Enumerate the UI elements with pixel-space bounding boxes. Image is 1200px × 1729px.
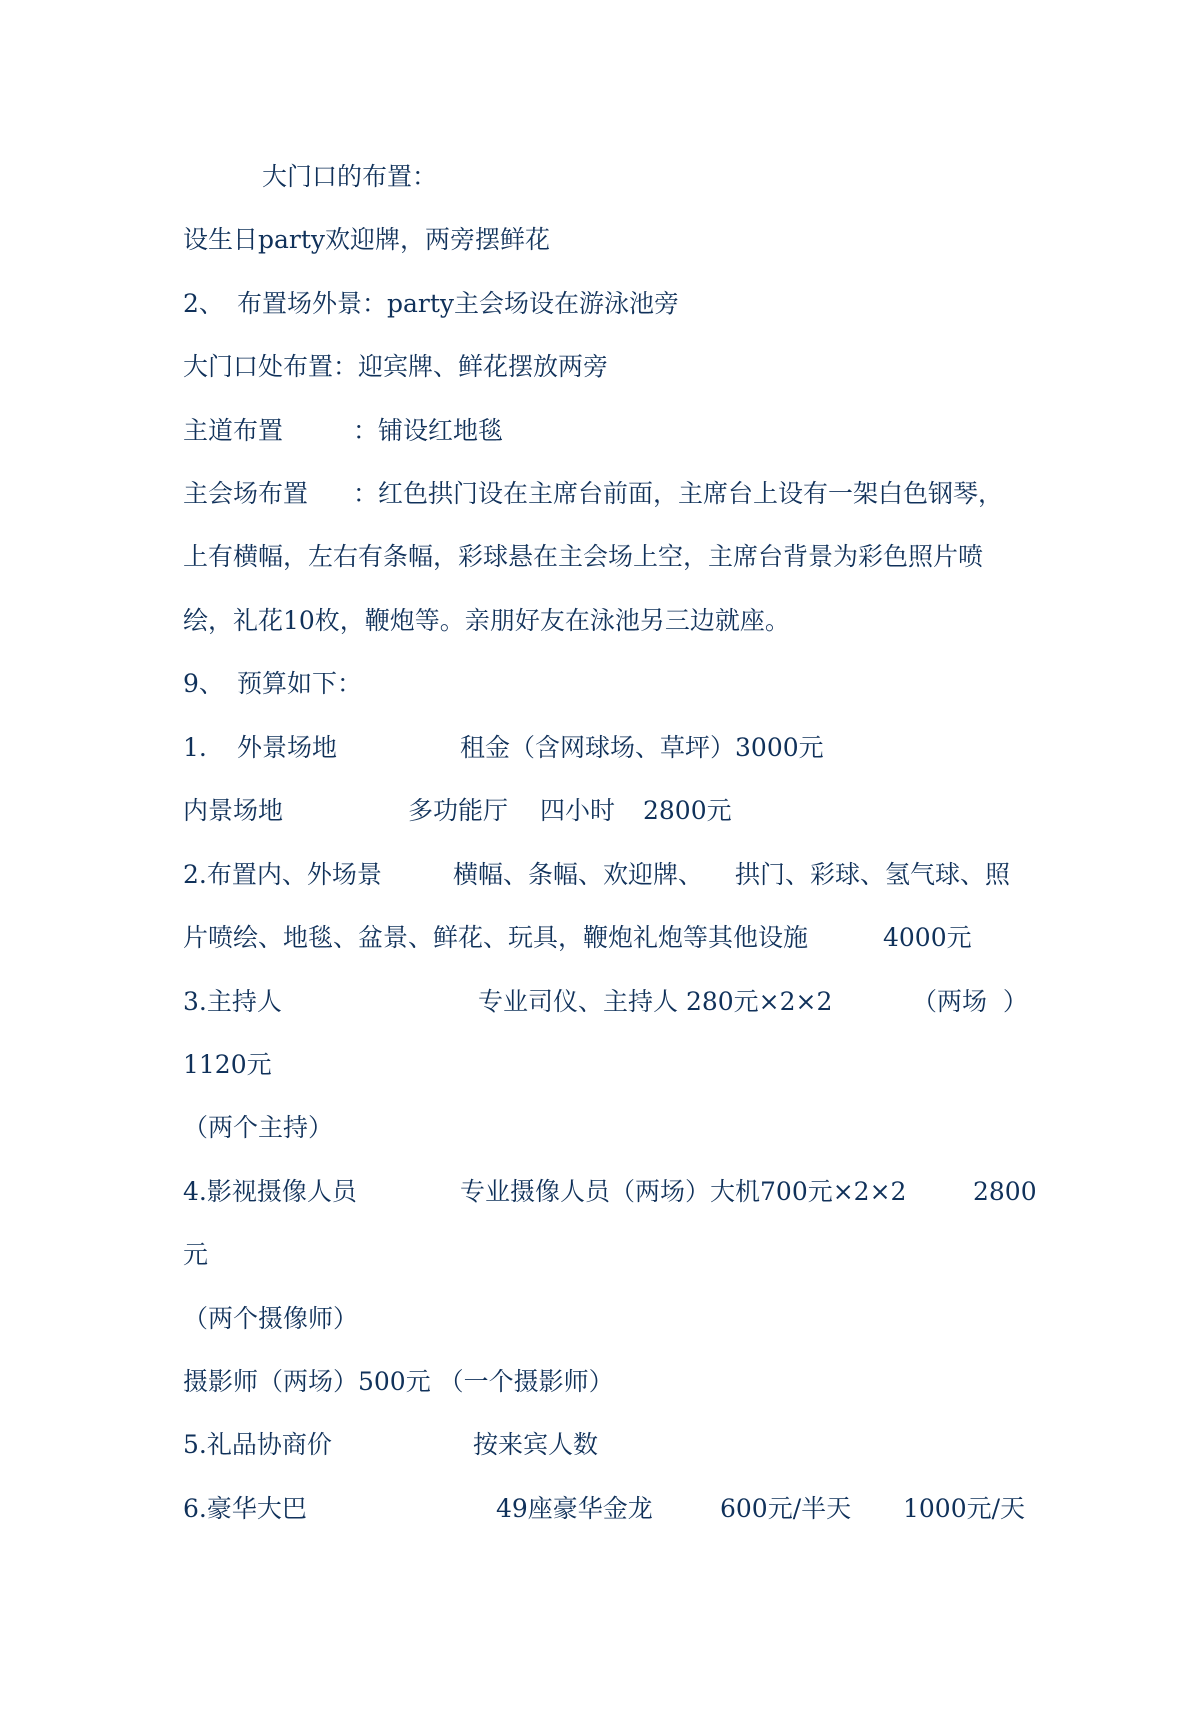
budget-detail: 拱门、彩球、氢气球、照 xyxy=(735,860,1011,889)
text-line xyxy=(183,918,972,958)
budget-detail: 多功能厅 xyxy=(408,796,509,825)
budget-detail: 专业摄像人员（两场）大机700元×2×2 xyxy=(460,1177,907,1206)
text-segment: ：红色拱门设在主席台前面，主席台上设有一架白色钢琴， xyxy=(353,479,1004,508)
budget-line-indoor-venue xyxy=(183,791,732,831)
text-line xyxy=(183,601,790,641)
text-line xyxy=(183,347,609,387)
text-line xyxy=(183,474,1004,514)
budget-item: 3.主持人 xyxy=(183,987,282,1016)
budget-item: 2.布置内、外场景 xyxy=(183,860,382,889)
budget-note: （两场 ） xyxy=(912,987,1028,1016)
budget-line-outdoor-venue xyxy=(183,728,824,768)
budget-detail: 片喷绘、地毯、盆景、鲜花、玩具，鞭炮礼炮等其他设施 xyxy=(183,923,809,952)
budget-detail: 租金（含网球场、草坪）3000元 xyxy=(460,733,824,762)
text-line xyxy=(183,537,984,577)
budget-price: 1120元 xyxy=(183,1050,272,1079)
budget-note: （两个摄像师） xyxy=(183,1304,359,1333)
budget-detail: 按来宾人数 xyxy=(473,1430,599,1459)
text-segment: 设生日party欢迎牌，两旁摆鲜花 xyxy=(183,225,551,254)
budget-price: 2800 xyxy=(973,1177,1037,1206)
text-segment: 大门口处布置：迎宾牌、鲜花摆放两旁 xyxy=(183,352,609,381)
text-segment: ：铺设红地毯 xyxy=(353,416,504,445)
text-line xyxy=(183,1299,359,1339)
budget-line-gifts xyxy=(183,1425,599,1465)
heading-gate-layout: 大门口的布置： xyxy=(262,162,438,191)
budget-detail: 四小时 xyxy=(540,796,616,825)
list-number: 1. xyxy=(183,733,207,762)
text-line xyxy=(183,284,680,324)
budget-line-bus xyxy=(183,1489,1026,1529)
text-segment: 绘，礼花10枚，鞭炮等。亲朋好友在泳池另三边就座。 xyxy=(183,606,790,635)
text-line xyxy=(183,1045,272,1085)
budget-line-decoration xyxy=(183,855,1011,895)
budget-item: 4.影视摄像人员 xyxy=(183,1177,357,1206)
text-segment: 主会场布置 xyxy=(183,479,309,508)
budget-price: 1000元/天 xyxy=(903,1494,1026,1523)
budget-line-video xyxy=(183,1172,1037,1212)
budget-price: 2800元 xyxy=(643,796,732,825)
budget-item: 5.礼品协商价 xyxy=(183,1430,332,1459)
budget-price: 4000元 xyxy=(883,923,972,952)
section-heading-budget: 预算如下： xyxy=(237,669,363,698)
text-line xyxy=(183,157,438,197)
text-line xyxy=(183,220,551,260)
budget-note: （两个主持） xyxy=(183,1113,334,1142)
text-segment: 上有横幅，左右有条幅，彩球悬在主会场上空，主席台背景为彩色照片喷 xyxy=(183,542,984,571)
budget-detail: 49座豪华金龙 xyxy=(496,1494,653,1523)
text-segment: 布置场外景：party主会场设在游泳池旁 xyxy=(237,289,680,318)
budget-detail: 横幅、条幅、欢迎牌、 xyxy=(453,860,704,889)
text-segment: 主道布置 xyxy=(183,416,284,445)
budget-line-host xyxy=(183,982,1028,1022)
budget-price: 元 xyxy=(183,1240,209,1269)
text-line xyxy=(183,664,363,704)
budget-line-photographer xyxy=(183,1362,614,1402)
text-line xyxy=(183,1108,334,1148)
list-number: 9、 xyxy=(183,669,224,698)
budget-item: 内景场地 xyxy=(183,796,284,825)
budget-detail: 专业司仪、主持人 280元×2×2 xyxy=(478,987,833,1016)
budget-price: 600元/半天 xyxy=(720,1494,852,1523)
budget-item: 6.豪华大巴 xyxy=(183,1494,307,1523)
budget-item: 外景场地 xyxy=(237,733,338,762)
budget-detail: 摄影师（两场）500元 （一个摄影师） xyxy=(183,1367,614,1396)
text-line xyxy=(183,1235,215,1275)
list-number: 2、 xyxy=(183,289,224,318)
text-line xyxy=(183,411,504,451)
